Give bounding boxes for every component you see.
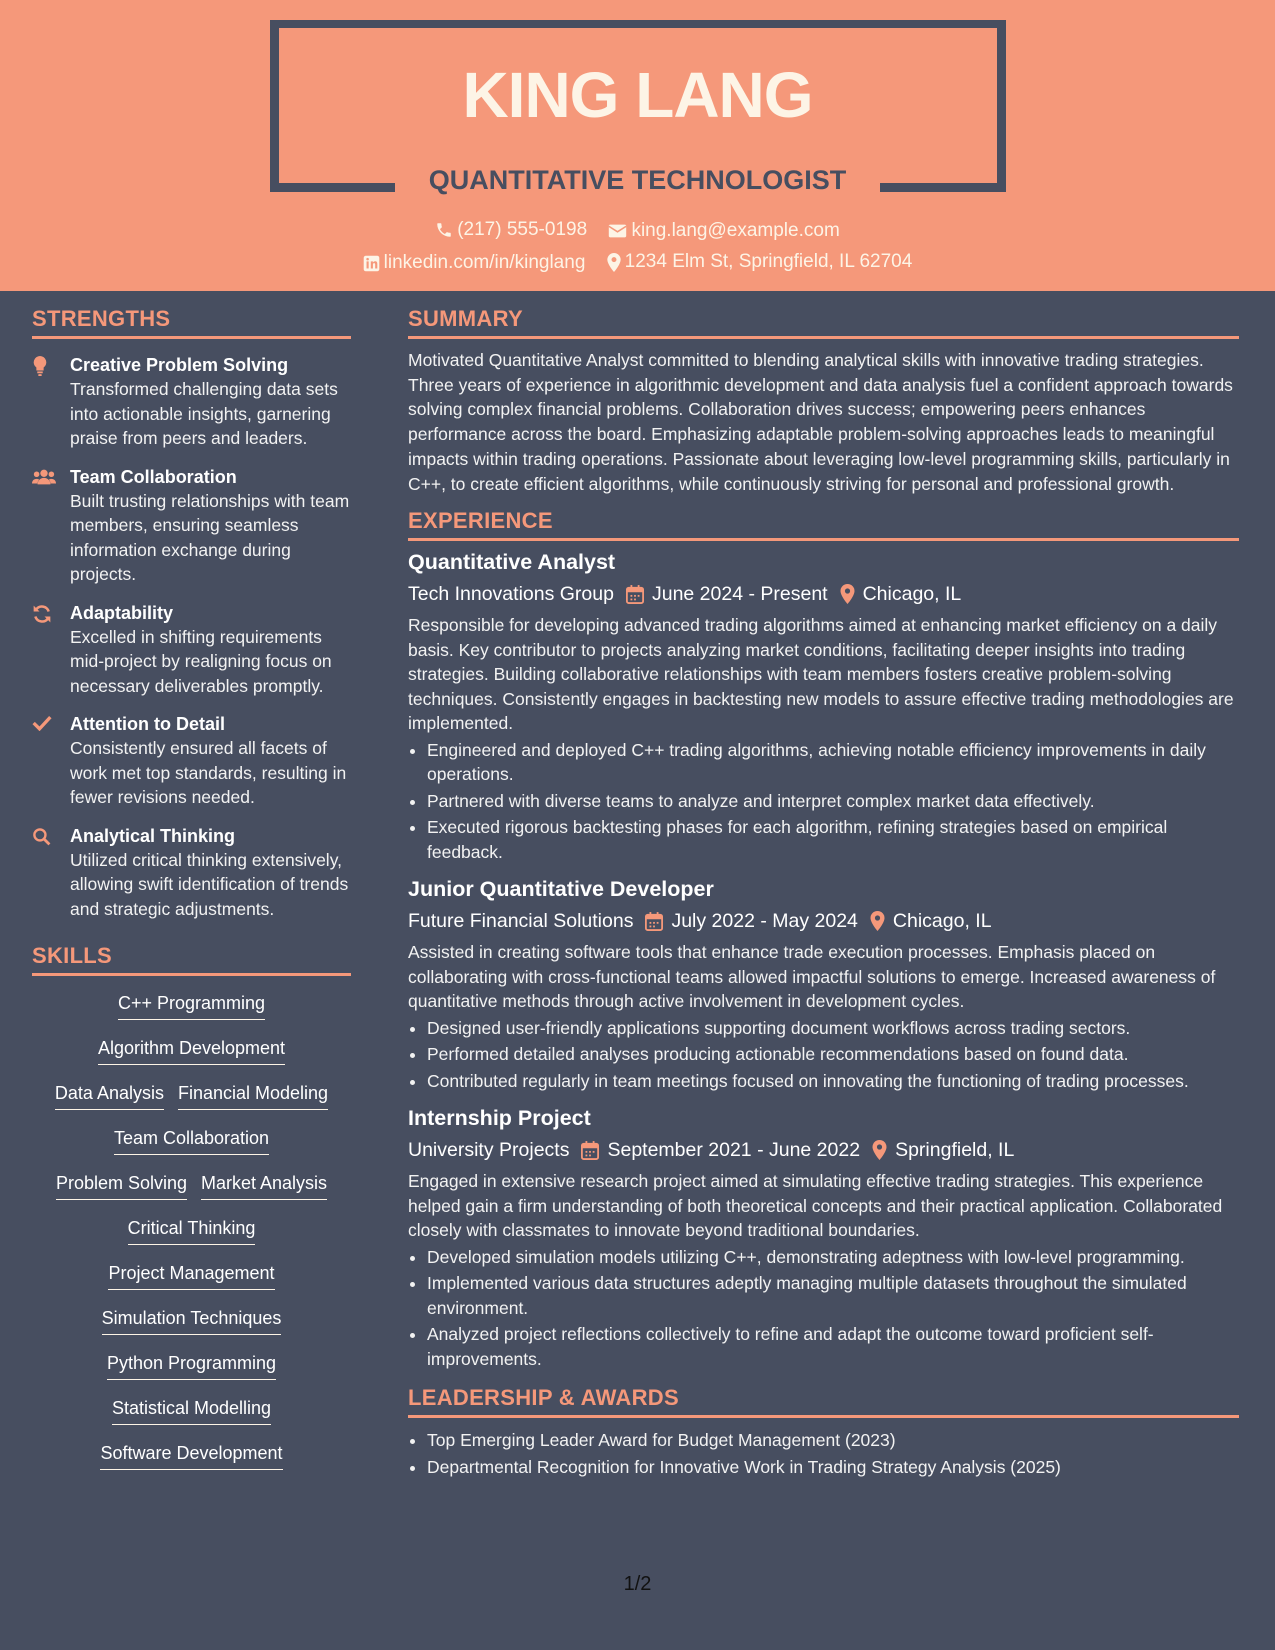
job-entry: [408, 1103, 1239, 1371]
strength-item: [32, 712, 351, 810]
strength-title: Adaptability: [70, 602, 174, 623]
summary-heading: SUMMARY: [408, 306, 1239, 339]
strength-title: Analytical Thinking: [70, 825, 236, 846]
skill-tag: Critical Thinking: [128, 1215, 256, 1245]
summary-text: Motivated Quantitative Analyst committed to blending analytical skills with innovative trading strategies. Three years of experience in algorithmic development and data analysis fuel a confident approach towards solving complex financial problems. Collaboration drives success; empowering peers enhances performance across the board. Emphasizing adaptable problem-solving approaches leads to meaningful impacts within trading operations. Passionate about leveraging low-level programming skills, particularly in C++, to create efficient algorithms, while continuously striving for personal and professional growth.: [408, 350, 1233, 494]
skill-tag: Software Development: [100, 1440, 282, 1470]
job-description: Responsible for developing advanced trading algorithms aimed at enhancing market efficiency on a daily basis. Key contributor to projects analyzing market conditions, facilitating deeper insights into trading strategies. Building collaborative relationships with team members fosters creative problem-solving techniques. Consistently engages in backtesting new models to assure effective trading methodologies are implemented.: [408, 615, 1234, 734]
map-pin-icon: [607, 253, 621, 272]
resume-header: [0, 0, 1275, 291]
skill-tag: Financial Modeling: [178, 1080, 328, 1110]
strength-item: [32, 465, 351, 587]
skill-tag: Project Management: [108, 1260, 274, 1290]
refresh-icon: [32, 604, 52, 624]
strength-title: Team Collaboration: [70, 466, 237, 487]
strength-desc: Utilized critical thinking extensively, allowing swift identification of trends and strategic adjustments.: [70, 849, 349, 919]
experience-heading: EXPERIENCE: [408, 508, 1239, 541]
job-title: QUANTITATIVE TECHNOLOGIST: [428, 165, 847, 195]
job-bullets: [408, 1245, 1239, 1372]
linkedin-item[interactable]: [363, 252, 586, 274]
skill-tag: Algorithm Development: [98, 1035, 285, 1065]
skill-tag: Statistical Modelling: [112, 1395, 271, 1425]
company-name: Future Financial Solutions: [408, 910, 634, 933]
job-meta: [408, 906, 1239, 936]
strength-item: [32, 824, 351, 922]
job-meta: [408, 579, 1239, 609]
job-bullet: • Partnered with diverse teams to analyze and interpret complex market data effectively.: [427, 789, 1239, 814]
skill-tag: Market Analysis: [201, 1170, 327, 1200]
job-bullets: [408, 1016, 1239, 1094]
map-pin-icon: [870, 911, 885, 931]
strengths-heading: STRENGTHS: [32, 306, 351, 339]
strength-desc: Transformed challenging data sets into actionable insights, garnering praise from peers and leaders.: [70, 379, 338, 448]
job-dates: June 2024 - Present: [651, 583, 828, 606]
job-dates: July 2022 - May 2024: [671, 910, 858, 933]
leadership-heading: LEADERSHIP & AWARDS: [408, 1385, 1239, 1418]
email-item[interactable]: [608, 220, 839, 242]
job-entry: [408, 547, 1239, 864]
job-bullet: • Implemented various data structures adeptly managing multiple datasets throughout the simulated environment.: [427, 1271, 1239, 1320]
strength-desc: Excelled in shifting requirements mid-project by realigning focus on necessary deliverables promptly.: [70, 626, 332, 696]
contact-row-2: [0, 251, 1275, 278]
job-bullet: • Performed detailed analyses producing actionable recommendations based on found data.: [427, 1042, 1239, 1067]
address-text: 1234 Elm St, Springfield, IL 62704: [624, 251, 913, 272]
strength-title: Creative Problem Solving: [70, 355, 289, 375]
phone-item: [435, 219, 587, 241]
skill-tag: Simulation Techniques: [102, 1305, 282, 1335]
skills-list: [32, 990, 351, 1474]
left-column: [32, 306, 351, 1485]
company-name: Tech Innovations Group: [408, 583, 614, 606]
right-column: [408, 306, 1239, 1481]
calendar-icon: [581, 1141, 599, 1160]
phone-text: (217) 555-0198: [457, 219, 588, 240]
linkedin-icon: [363, 255, 380, 272]
job-bullet: • Analyzed project reflections collectively to refine and adapt the outcome toward proficient self-improvements.: [427, 1322, 1239, 1371]
awards-list: [408, 1428, 1239, 1479]
skills-heading: SKILLS: [32, 943, 351, 976]
address-item: [607, 251, 913, 273]
calendar-icon: [645, 912, 663, 931]
job-role: Junior Quantitative Developer: [408, 877, 714, 902]
linkedin-text[interactable]: linkedin.com/in/kinglang: [383, 252, 586, 273]
strength-desc: Built trusting relationships with team members, ensuring seamless information exchange during projects.: [70, 490, 350, 584]
job-description: Assisted in creating software tools that enhance trade execution processes. Emphasis placed on collaborating with cross-functional teams allowed impactful solutions to emerge. Increased awareness of quantitative methods through active involvement in development cycles.: [408, 942, 1216, 1012]
award-item: • Departmental Recognition for Innovative Work in Trading Strategy Analysis (2025): [427, 1455, 1239, 1480]
search-icon: [32, 827, 51, 846]
job-role: Internship Project: [408, 1106, 591, 1131]
page-number: 1/2: [623, 1573, 652, 1595]
job-bullet: • Developed simulation models utilizing C++, demonstrating adeptness with low-level programming.: [427, 1245, 1239, 1270]
award-item: • Top Emerging Leader Award for Budget Management (2023): [427, 1428, 1239, 1453]
job-location: Springfield, IL: [895, 1139, 1015, 1162]
map-pin-icon: [872, 1140, 887, 1160]
phone-icon: [435, 221, 453, 239]
strength-item: [32, 353, 351, 451]
map-pin-icon: [840, 584, 855, 604]
job-meta: [408, 1135, 1239, 1165]
strength-item: [32, 601, 351, 699]
job-location: Chicago, IL: [892, 910, 992, 933]
company-name: University Projects: [408, 1139, 570, 1162]
skill-tag: C++ Programming: [118, 990, 265, 1020]
skill-tag: Team Collaboration: [114, 1125, 269, 1155]
job-bullet: • Engineered and deployed C++ trading algorithms, achieving notable efficiency improvements in daily operations.: [427, 738, 1239, 787]
job-entry: [408, 874, 1239, 1093]
contact-row-1: [0, 219, 1275, 245]
strength-desc: Consistently ensured all facets of work met top standards, resulting in fewer revisions needed.: [70, 738, 347, 807]
skill-tag: Python Programming: [107, 1350, 276, 1380]
candidate-name: KING LANG: [462, 59, 813, 131]
job-bullet: • Executed rigorous backtesting phases for each algorithm, refining strategies based on empirical feedback.: [427, 815, 1239, 864]
email-text[interactable]: king.lang@example.com: [631, 220, 840, 241]
skill-tag: Problem Solving: [56, 1170, 187, 1200]
job-role: Quantitative Analyst: [408, 550, 616, 575]
envelope-icon: [608, 223, 627, 239]
job-bullets: [408, 738, 1239, 865]
job-location: Chicago, IL: [862, 583, 962, 606]
skill-tag: Data Analysis: [55, 1080, 164, 1110]
users-icon: [32, 468, 56, 486]
calendar-icon: [626, 585, 644, 604]
job-bullet: • Designed user-friendly applications supporting document workflows across trading sectors.: [427, 1016, 1239, 1041]
job-bullet: • Contributed regularly in team meetings focused on innovating the functioning of trading processes.: [427, 1069, 1239, 1094]
check-icon: [32, 715, 52, 731]
job-description: Engaged in extensive research project aimed at simulating effective trading strategies. This experience helped gain a firm understanding of both theoretical concepts and their practical application. Collaborated closely with classmates to innovate beyond traditional boundaries.: [408, 1171, 1223, 1241]
lightbulb-icon: [32, 356, 48, 376]
strength-title: Attention to Detail: [70, 714, 225, 734]
job-dates: September 2021 - June 2022: [607, 1139, 861, 1162]
